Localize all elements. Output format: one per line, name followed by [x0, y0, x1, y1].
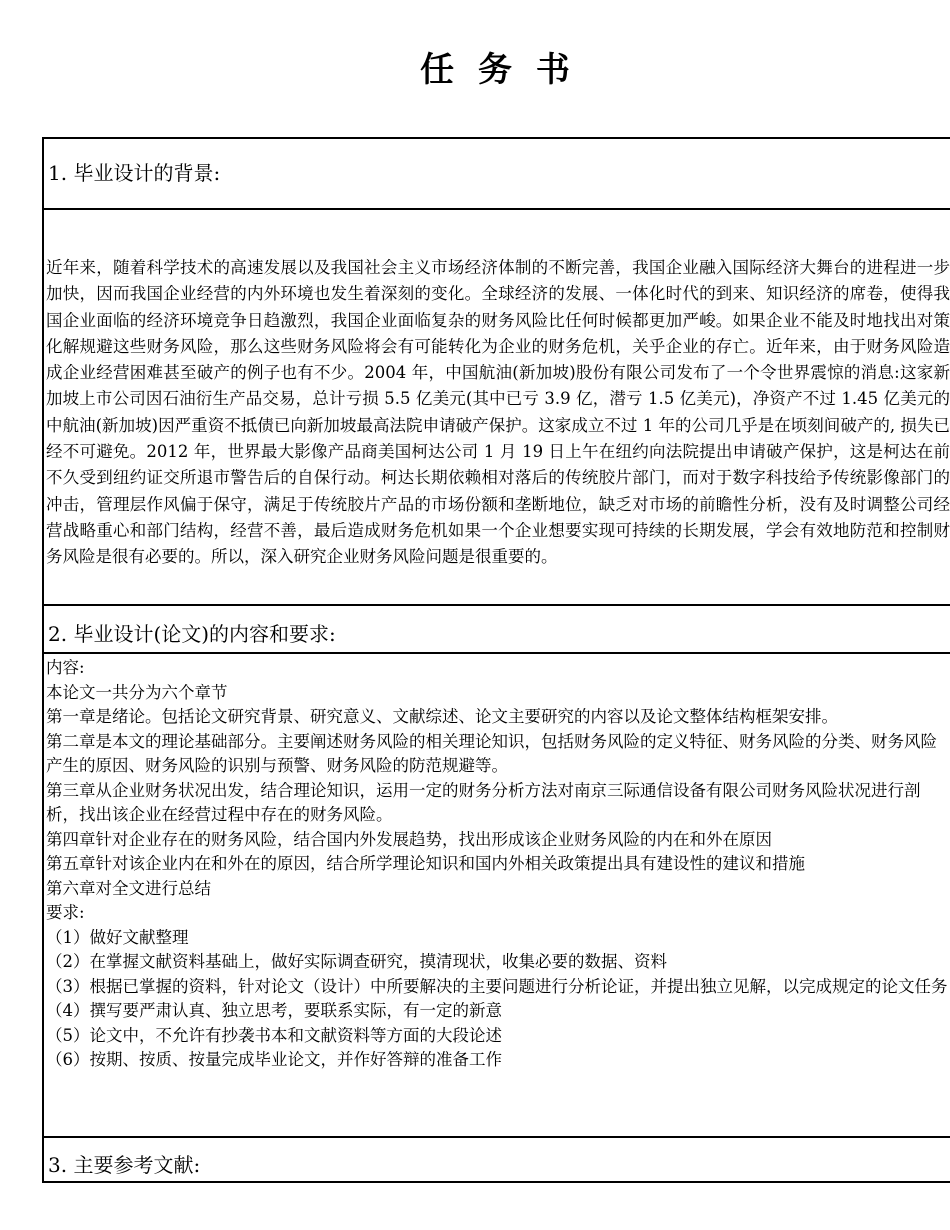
text-line: 第三章从企业财务状况出发，结合理论知识，运用一定的财务分析方法对南京三际通信设备有限公司财务风险状况进行剖析，找出该企业在经营过程中存在的财务风险。 — [46, 780, 921, 824]
text-line: （5）论文中，不允许有抄袭书本和文献资料等方面的大段论述 — [46, 1025, 502, 1045]
divider — [44, 1136, 950, 1138]
text-line: （6）按期、按质、按量完成毕业论文，并作好答辩的准备工作 — [46, 1050, 502, 1069]
text-line: 第五章针对该企业内在和外在的原因，结合所学理论知识和国内外相关政策提出具有建设性的建议和措施 — [46, 854, 805, 873]
page-title: 任 务 书 — [420, 50, 576, 90]
text-line: （4）撰写要严肃认真、独立思考，要联系实际，有一定的新意 — [46, 1001, 502, 1020]
background-paragraph: 近年来，随着科学技术的高速发展以及我国社会主义市场经济体制的不断完善，我国企业融入国际经济大舞台的进程进一步加快，因而我国企业经营的内外环境也发生着深刻的变化。全球经济的发展、一体化时代的到来、知识经济的席卷，使得我国企业面临的经济环境竞争日趋激烈，我国企业面临复杂的财务风险比任何时候都更加严峻。如果企业不能及时地找出对策化解规避这些财务风险，那么这些财务风险将会有可能转化为企业的财务危机，关乎企业的存亡。近年来，由于财务风险造成企业经营困难甚至破产的例子也有不少。2004 年，中国航油(新加坡)股份有限公司发布了一个令世界震惊的消息:这家新加坡上市公司因石油衍生产品交易，总计亏损 5.5 亿美元(其中已亏 3.9 亿，潜亏 1.5 亿美元)，净资产不过 1.45 亿美元的中航油(新加坡)因严重资不抵债已向新加坡最高法院申请破产保护。这家成立不过 1 年的公司几乎是在顷刻间破产的, 损失已经不可避免。2012 年，世界最大影像产品商美国柯达公司 1 月 19 日上午在纽约向法院提出申请破产保护，这是柯达在前不久受到纽约证交所退市警告后的自保行动。柯达长期依赖相对落后的传统胶片部门，而对于数字科技给予传统影像部门的冲击，管理层作风偏于保守，满足于传统胶片产品的市场份额和垄断地位，缺乏对市场的前瞻性分析，没有及时调整公司经营战略重心和部门结构，经营不善，最后造成财务危机如果一个企业想要实现可持续的长期发展，学会有效地防范和控制财务风险是很有必要的。所以，深入研究企业财务风险问题是很重要的。 — [46, 258, 950, 567]
task-table — [42, 137, 950, 1183]
text-line: 第一章是绪论。包括论文研究背景、研究意义、文献综述、论文主要研究的内容以及论文整体结构框架安排。 — [46, 707, 838, 726]
text-line: 第六章对全文进行总结 — [46, 878, 211, 898]
text-line: 内容: — [46, 658, 85, 677]
section-heading-background: 1. 毕业设计的背景: — [48, 161, 221, 185]
section-heading-references: 3. 主要参考文献: — [48, 1153, 201, 1177]
text-line: （2）在掌握文献资料基础上，做好实际调查研究，摸清现状，收集必要的数据、资料 — [46, 952, 667, 971]
text-line: 要求: — [46, 903, 85, 922]
divider — [44, 208, 950, 210]
content-requirements — [46, 656, 950, 1073]
text-line: 第二章是本文的理论基础部分。主要阐述财务风险的相关理论知识，包括财务风险的定义特征、财务风险的分类、财务风险产生的原因、财务风险的识别与预警、财务风险的防范规避等。 — [46, 731, 937, 775]
divider — [44, 604, 950, 606]
text-line: （3）根据已掌握的资料，针对论文（设计）中所要解决的主要问题进行分析论证，并提出独立见解，以完成规定的论文任务 — [46, 976, 948, 996]
text-line: （1）做好文献整理 — [46, 927, 189, 947]
section-heading-content: 2. 毕业设计(论文)的内容和要求: — [48, 622, 336, 646]
text-line: 本论文一共分为六个章节 — [46, 682, 228, 702]
text-line: 第四章针对企业存在的财务风险，结合国内外发展趋势，找出形成该企业财务风险的内在和外在原因 — [46, 829, 772, 849]
divider — [44, 652, 950, 654]
